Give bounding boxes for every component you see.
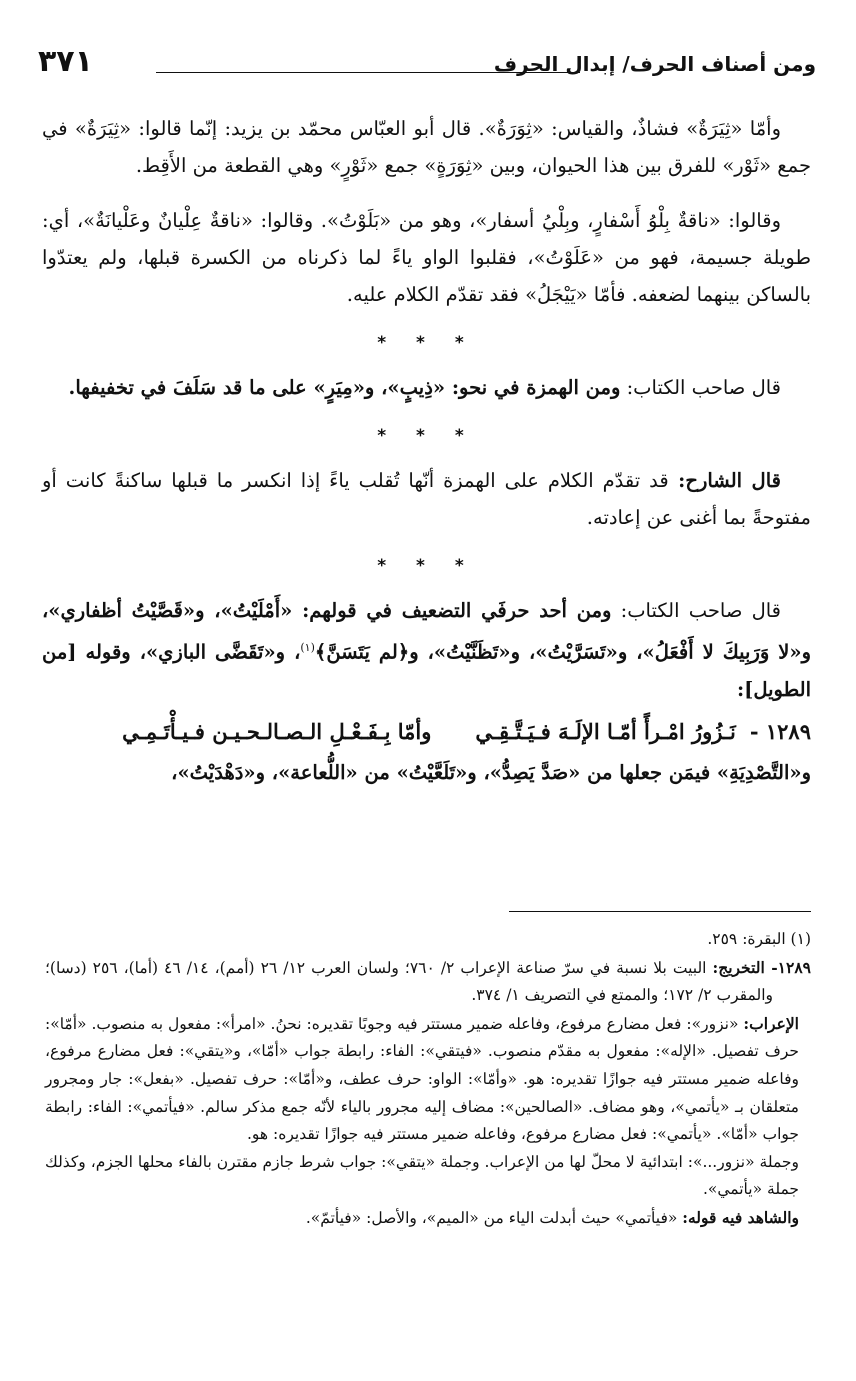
quote-lead: قال صاحب الكتاب: <box>611 599 781 622</box>
footnote-ref[interactable]: (١) <box>300 641 315 654</box>
main-text <box>42 110 811 791</box>
paragraph <box>42 592 811 708</box>
paragraph <box>42 462 811 536</box>
verse-number: ١٢٨٩ - <box>749 718 811 744</box>
verse-hemistich-second: وأمّا بِـفَـعْـلِ الـصـالـحـيـن فـيـأْتَـمِـي <box>122 718 432 744</box>
footnotes <box>45 926 811 1233</box>
poem-verse <box>42 710 811 754</box>
paragraph: وأمّا «ثِيَرَةٌ» فشاذٌ، والقياس: «ثِوَرَةٌ». قال أبو العبّاس محمّد بن يزيد: إنّما قالوا: «ثِيَرَةٌ» في جمع «ثَوْر» للفرق بين هذا الحيوان، وبين «ثِوَرَةٍ» جمع «ثَوْرٍ» وهي القطعة من الأَقِط. <box>42 117 811 177</box>
quote-text: ومن أحد حرفَي التضعيف في قولهم: «أَمْلَيْتُ»، و«قَصَّيْتُ أظفاري»، و«لا وَرَبِيكَ لا أَفْعَلُ»، و«تَسَرَّيْتُ»، و«تَظَنَّيْتُ»، و﴿لم يَتَسَنَّ﴾ <box>42 599 812 664</box>
footnote-irab <box>45 1010 811 1149</box>
irab-label: الإعراب: <box>743 1013 799 1033</box>
quote-text: ، و«تَقَضَّى البازي»، وقوله <box>76 640 301 664</box>
quote-text: ومن الهمزة في نحو: «ذِيبٍ»، و«مِيَرٍ» على ما قد سَلَفَ في تخفيفها. <box>68 376 621 399</box>
footnote-rule <box>509 911 811 912</box>
takhrij-label: ١٢٨٩- التخريج: <box>712 957 811 977</box>
commentary-text: قد تقدّم الكلام على الهمزة أنّها تُقلب ياءً إذا انكسر ما قبلها ساكنةً كانت أو مفتوحةً بما أغنى عن إعادته. <box>42 469 811 529</box>
meter-label: [من الطويل]: <box>42 640 811 701</box>
shahid-text: «فيأتمي» حيث أبدلت الياء من «الميم»، والأصل: «فيأتمّ». <box>305 1208 683 1227</box>
irab-text: «نزور»: فعل مضارع مرفوع، وفاعله ضمير مستتر فيه وجوبًا تقديره: نحنُ. «امرأ»: مفعول به منصوب. «أمّا»: حرف تفصيل. «الإله»: مفعول به مقدّم منصوب. «فيتقي»: الفاء: رابطة جواب «أمّا»، و«يتقي»: فعل مضارع مرفوع، وفاعله ضمير مستتر فيه جوازًا تقديره: هو. «وأمّا»: الواو: حرف عطف، و«أمّا»: حرف تفصيل. «بفعل»: جار ومجرور متعلقان بـ «يأتمي»، وهو مضاف. «الصالحين»: مضاف إليه مجرور بالياء لأنّه جمع مذكر سالم. «فيأتمي»: الفاء: رابطة جواب «أمّا». «يأتمي»: فعل مضارع مرفوع، وفاعله ضمير مستتر فيه جوازًا تقديره: هو. <box>45 1014 799 1144</box>
paragraph: و«التَّصْدِيَةِ» فيمَن جعلها من «صَدَّ يَصِدُّ»، و«تَلَعَّيْتُ» من «اللُّعاعة»، و«دَهْدَيْتُ»، <box>171 760 811 784</box>
header-rule <box>156 72 580 73</box>
section-separator: * * * <box>377 556 476 576</box>
running-title: ومن أصناف الحرف/ إبدال الحرف <box>493 52 816 76</box>
footnote-jumla: وجملة «نزور...»: ابتدائية لا محلّ لها من الإعراب. وجملة «يتقي»: جواب شرط جازم مقترن بالفاء محلها الجزم، وكذلك جملة «يأتمي». <box>45 1152 799 1199</box>
takhrij-text: البيت بلا نسبة في سرّ صناعة الإعراب ٢/ ٧٦٠؛ ولسان العرب ١٢/ ٢٦ (أمم)، ١٤/ ٤٦ (أما)، ٢٥٦ (دسا)؛ والمقرب ٢/ ١٧٢؛ والممتع في التصريف ١/ ٣٧٤. <box>45 958 773 1005</box>
page-number: ٣٧١ <box>38 44 93 79</box>
commentator-lead: قال الشارح: <box>668 469 781 492</box>
verse-hemistich-first: نَـزُورُ امْـرأً أمّـا الإلَـهَ فـيَـتَّـقِـي <box>475 718 736 744</box>
shahid-label: والشاهد فيه قوله: <box>682 1207 799 1227</box>
quote-lead: قال صاحب الكتاب: <box>620 376 781 399</box>
section-separator: * * * <box>377 333 476 353</box>
paragraph: وقالوا: «ناقةٌ بِلْوُ أَسْفارٍ، وبِلْيُ أسفار»، وهو من «بَلَوْتُ». وقالوا: «ناقةٌ عِلْيانٌ وعَلْيانَةٌ»، أي: طويلة جسيمة، فهو من «عَلَوْتُ»، فقلبوا الواو ياءً لما ذكرناه من الكسرة قبلها، ولم يعتدّوا بالساكن بينهما لضعفه. فأمّا «يَيْجَلُ» فقد تقدّم الكلام عليه. <box>42 209 811 306</box>
footnote-shahid <box>45 1204 811 1233</box>
footnote-1: (١) البقرة: ٢٥٩. <box>707 930 811 948</box>
page-header <box>38 44 816 84</box>
section-separator: * * * <box>377 426 476 446</box>
footnote-takhrij <box>45 954 811 1010</box>
paragraph <box>42 369 811 406</box>
